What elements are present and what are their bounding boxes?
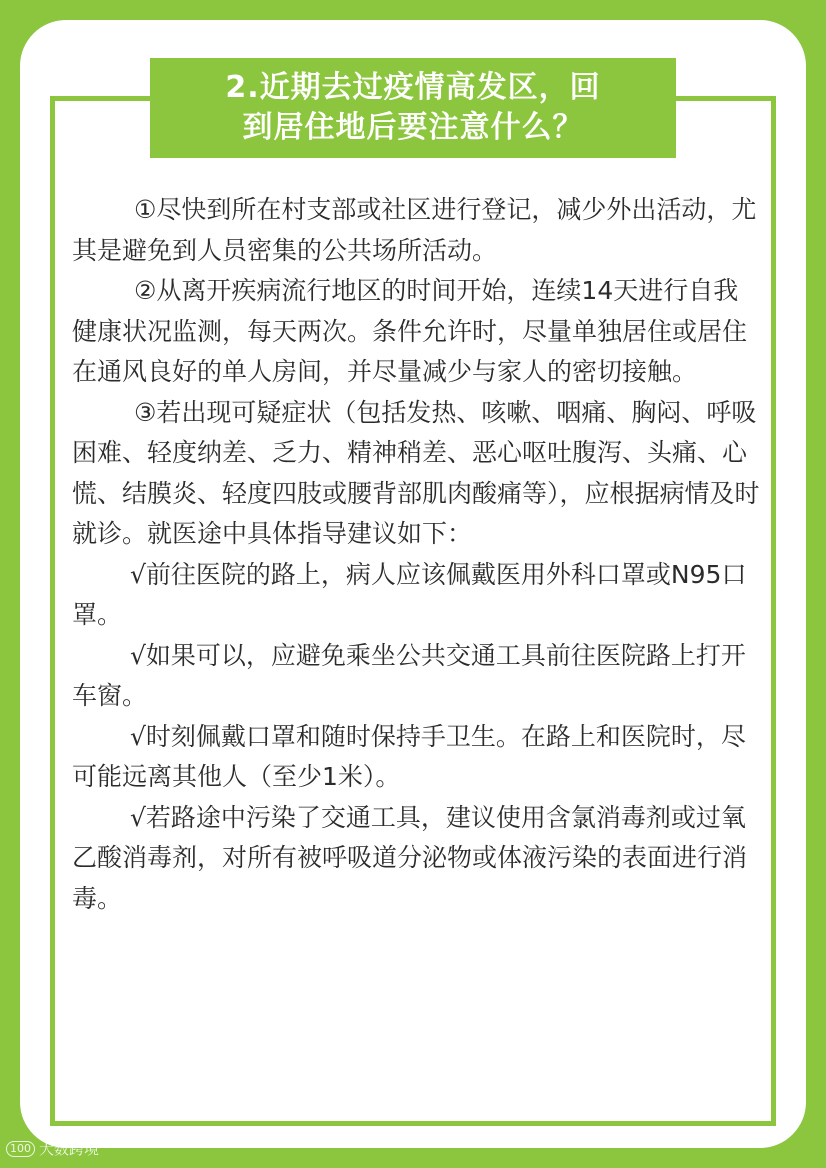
point-3: ③若出现可疑症状（包括发热、咳嗽、咽痛、胸闷、呼吸困难、轻度纳差、乏力、精神稍差、恶心呕吐腹泻、头痛、心慌、结膜炎、轻度四肢或腰背部肌肉酸痛等），应根据病情及时就诊。就医途中具体指导建议如下： — [72, 397, 760, 548]
watermark-text: 大数跨境 — [39, 1140, 100, 1158]
check-item-4: √若路途中污染了交通工具，建议使用含氯消毒剂或过氧乙酸消毒剂，对所有被呼吸道分泌物或体液污染的表面进行消毒。 — [72, 802, 748, 913]
title-line-1: 2.近期去过疫情高发区，回 — [225, 70, 601, 105]
check-item-2: √如果可以，应避免乘坐公共交通工具前往医院路上打开车窗。 — [72, 640, 746, 710]
check-item-3: √时刻佩戴口罩和随时保持手卫生。在路上和医院时，尽可能远离其他人（至少1米）。 — [72, 721, 746, 791]
watermark-logo-icon: 100 — [6, 1141, 35, 1157]
title-banner — [150, 58, 676, 158]
title-line-2: 到居住地后要注意什么？ — [242, 110, 584, 145]
article-body — [72, 190, 762, 919]
point-2: ②从离开疾病流行地区的时间开始，连续14天进行自我健康状况监测，每天两次。条件允许时，尽量单独居住或居住在通风良好的单人房间，并尽量减少与家人的密切接触。 — [72, 276, 748, 386]
check-item-1: √前往医院的路上，病人应该佩戴医用外科口罩或N95口罩。 — [72, 559, 747, 629]
watermark — [6, 1138, 99, 1159]
point-1: ①尽快到所在村支部或社区进行登记，减少外出活动，尤其是避免到人员密集的公共场所活动。 — [72, 195, 757, 265]
